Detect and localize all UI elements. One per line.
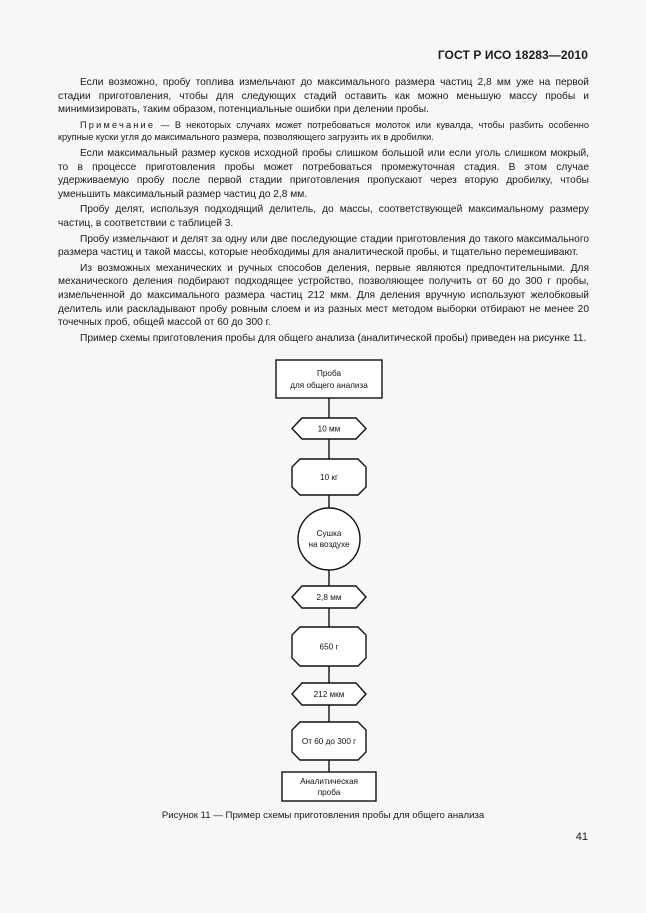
flow-start-label-2: для общего анализа (290, 381, 368, 390)
paragraph-division: Пробу делят, используя подходящий делитель, до массы, соответствующей максимальному размеру частиц, в соответствии с таблицей 3. (58, 204, 589, 229)
flow-crush-2-8mm-label: 2,8 мм (316, 593, 342, 602)
flow-air-drying-label-1: Сушка (316, 529, 342, 538)
flow-crush-212um (292, 683, 366, 705)
flow-air-drying-label-2: на воздухе (308, 540, 350, 549)
paragraph-crushing: Если возможно, пробу топлива измельчают до максимального размера частиц 2,8 мм уже на первой стадии приготовления, чтобы для следующих стадий оставить как можно меньшую массу пробы и минимизировать, таким образом, потенциальные ошибки при делении пробы. (58, 77, 589, 116)
flow-end-label-2: проба (317, 788, 341, 797)
note-text: — В некоторых случаях может потребоваться молоток или кувалда, чтобы разбить особенно крупные куски угля до максимального размера, позволяющего загрузить их в дробилки. (58, 119, 589, 143)
flow-start-label-1: Проба (316, 369, 342, 378)
flow-crush-10mm (292, 418, 366, 439)
flow-divide-650g-label: 650 г (319, 642, 339, 652)
paragraph-figure-reference: Пример схемы приготовления пробы для общего анализа (аналитической пробы) приведен на рисунке 11. (80, 332, 587, 344)
flow-end-label-1: Аналитическая (300, 777, 358, 786)
flow-crush-2-8mm (292, 586, 366, 608)
paragraph-subsequent-stages: Пробу измельчают и делят за одну или две последующие стадии приготовления до такого максимального размера частиц и такой массы, которые необходимы для аналитической пробы, и тщательно перемешивают. (58, 233, 589, 259)
flow-crush-10mm-label: 10 мм (317, 424, 341, 434)
flow-divide-60-300g (292, 722, 366, 760)
paragraph-division-methods: Из возможных механических и ручных способов деления, первые являются предпочтительными. Для механического деления подбирают подходящее устройство, позволяющее получить от 60 до 300 г пробы, измельченной до максимального размера частиц 212 мкм. Для деления вручную используют желобковый делитель или раскладывают пробу ровным слоем и из разных мест методом выборки отбирают не менее 20 точечных проб, общей массой от 60 до 300 г. (58, 262, 589, 329)
paragraph-intermediate-stage: Если максимальный размер кусков исходной пробы слишком большой или если уголь слишком мокрый, то в процессе приготовления пробы может потребоваться промежуточная стадия. В этом случае удерживаемую пробу после первой стадии приготовления пропускают через вторую дробилку, чтобы уменьшить максимальный размер частиц до 2,8 мм. (58, 147, 589, 200)
figure-caption: Рисунок 11 — Пример схемы приготовления пробы для общего анализа (161, 810, 485, 821)
flow-start-sample (276, 360, 382, 398)
standard-code-header: ГОСТ Р ИСО 18283—2010 (437, 48, 588, 62)
flow-air-drying (298, 508, 360, 570)
flow-divide-60-300g-label: От 60 до 300 г (301, 737, 357, 746)
flow-crush-212um-label: 212 мкм (313, 690, 345, 699)
flow-divide-10kg (292, 459, 366, 495)
flow-divide-10kg-label: 10 кг (320, 473, 338, 482)
flow-end-analytical-sample (282, 772, 376, 801)
note-label: Примечание (80, 119, 156, 130)
page-number: 41 (575, 831, 588, 843)
flow-divide-650g (292, 627, 366, 666)
